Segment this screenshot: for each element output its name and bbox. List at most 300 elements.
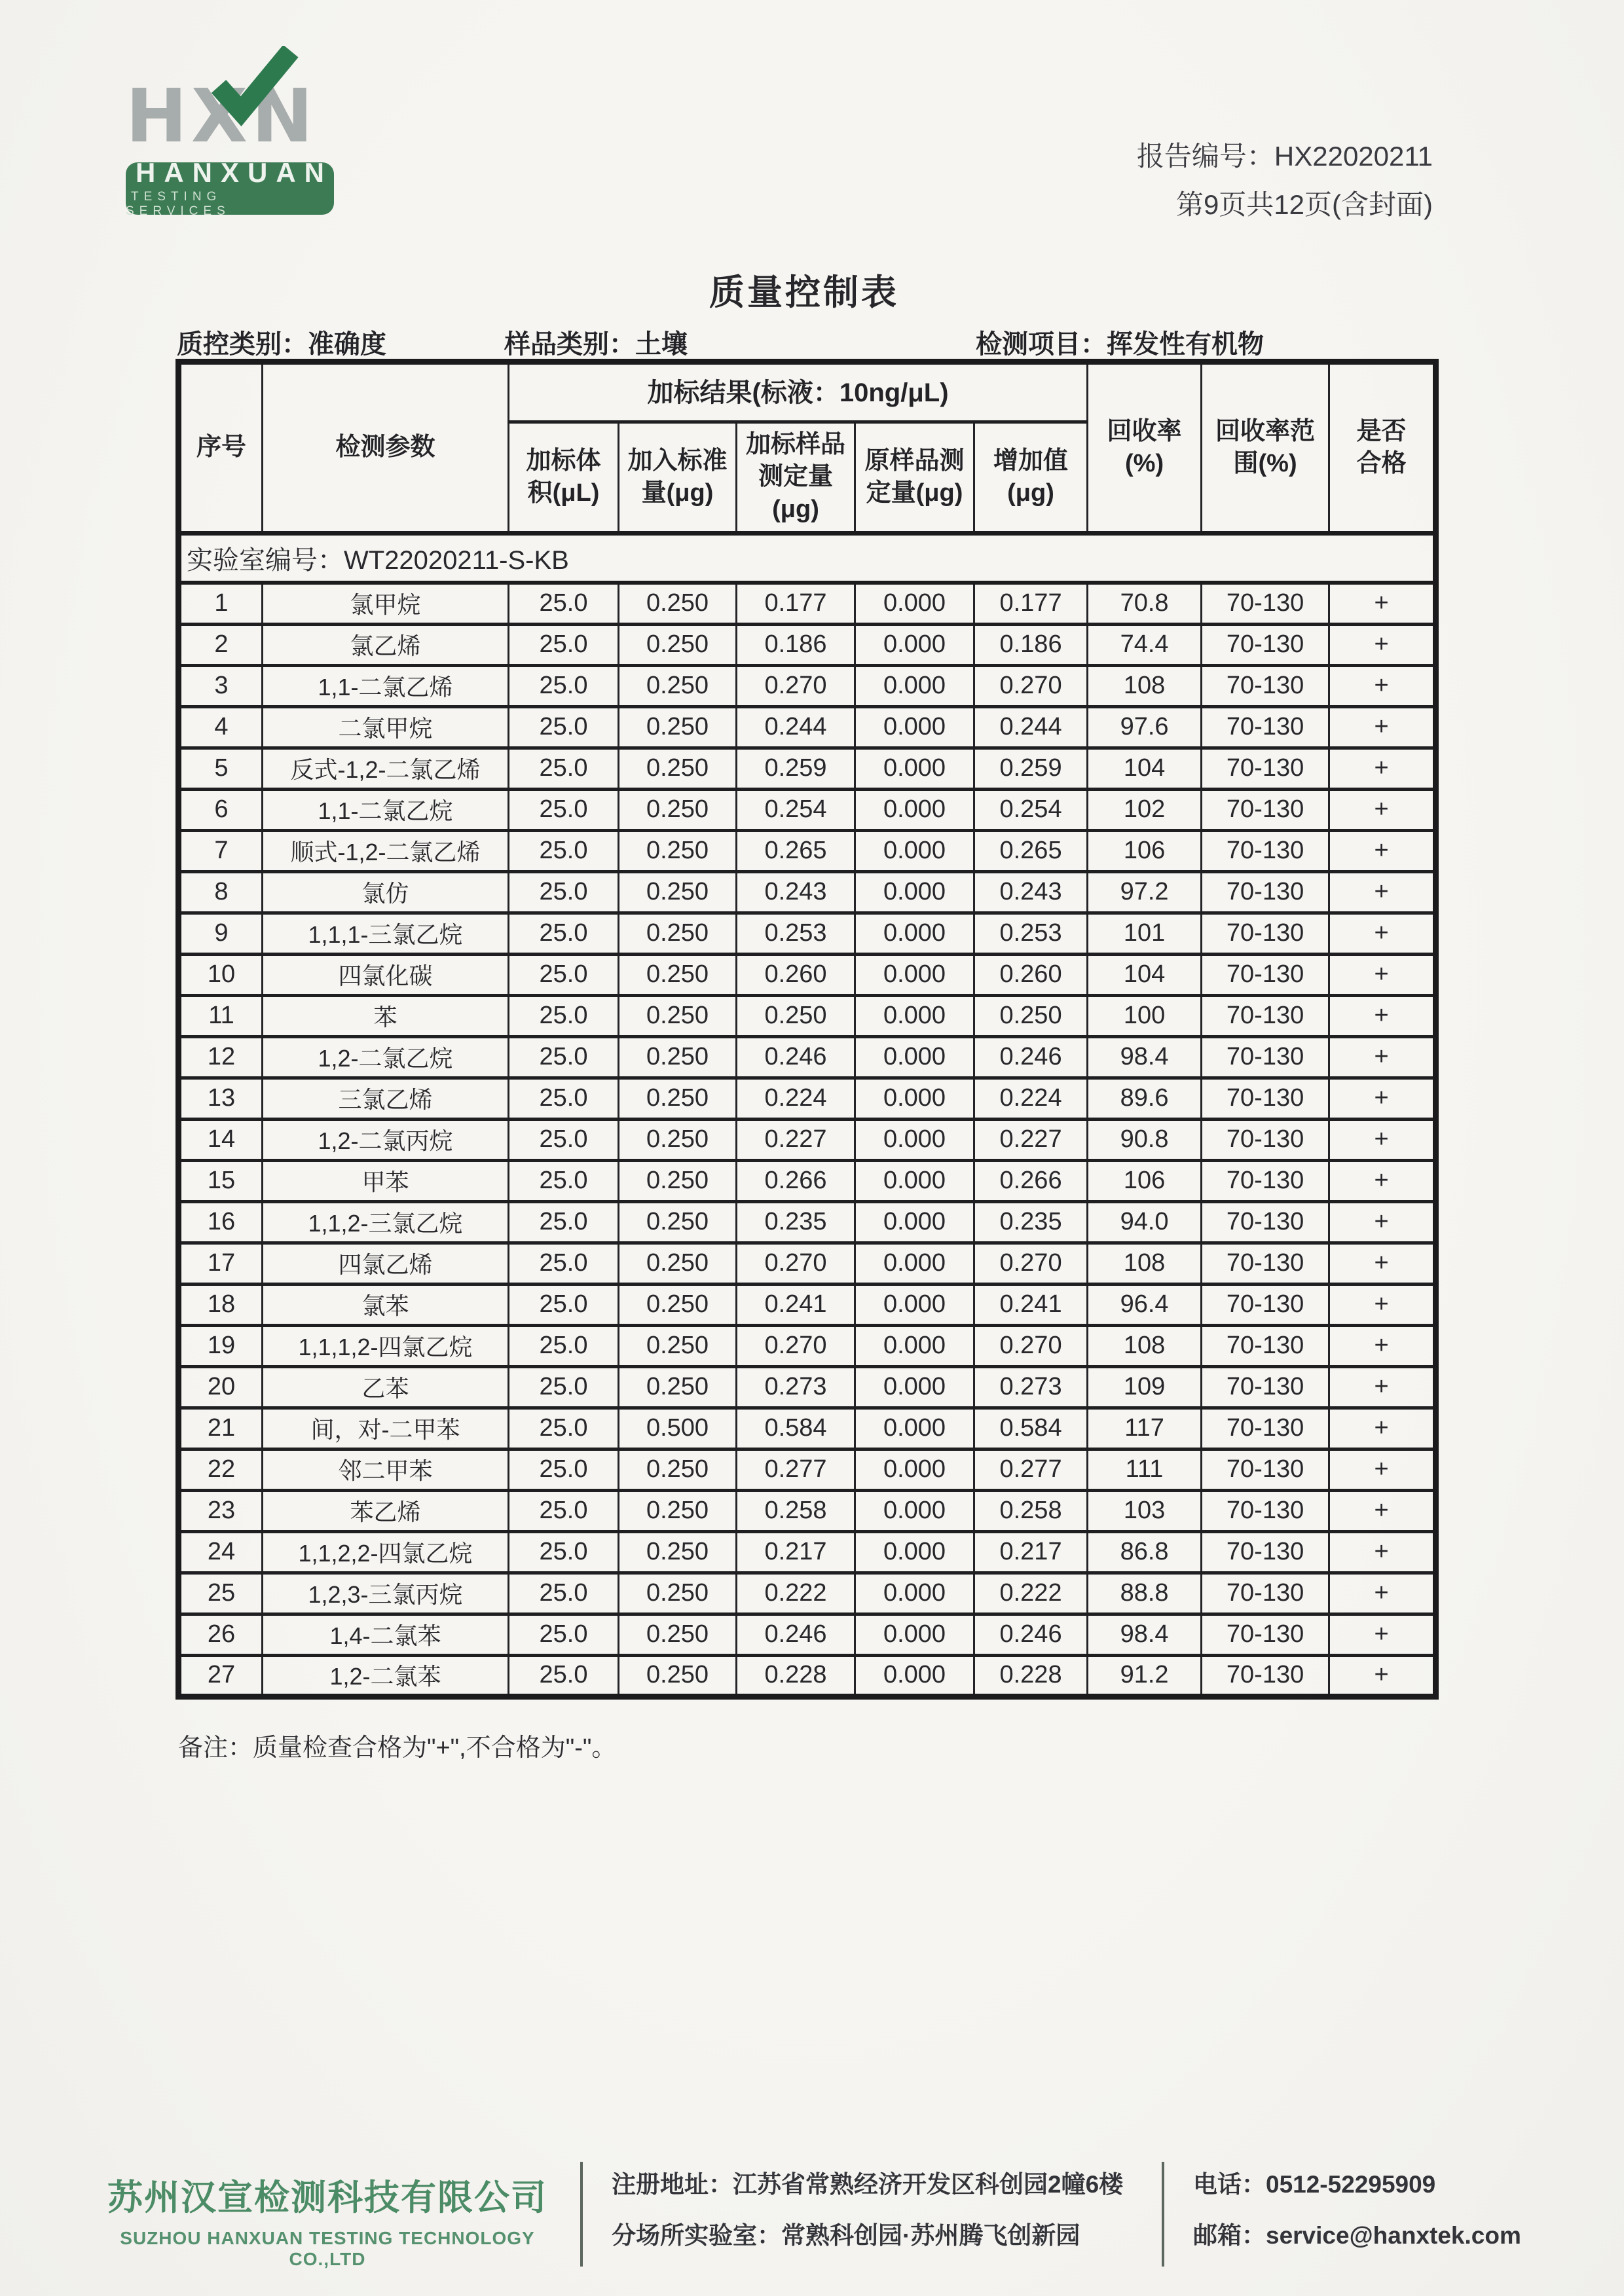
cell-std-amount: 0.250 — [619, 1201, 737, 1243]
cell-recovery: 108 — [1088, 1243, 1202, 1284]
cell-increase: 0.227 — [974, 1119, 1088, 1160]
cell-qualified: + — [1329, 1490, 1436, 1531]
cell-spiked-measure: 0.270 — [737, 1325, 855, 1366]
cell-increase: 0.222 — [974, 1573, 1088, 1614]
cell-increase: 0.253 — [974, 913, 1088, 954]
cell-spike-volume: 25.0 — [509, 1408, 619, 1449]
cell-std-amount: 0.250 — [619, 748, 737, 789]
cell-std-amount: 0.250 — [619, 624, 737, 665]
table-row — [179, 789, 1436, 830]
cell-original-measure: 0.000 — [855, 583, 974, 624]
test-item-value: 挥发性有机物 — [1107, 330, 1264, 359]
cell-original-measure: 0.000 — [855, 789, 974, 830]
cell-spike-volume: 25.0 — [509, 1366, 619, 1408]
cell-std-amount: 0.250 — [619, 1614, 737, 1655]
table-row — [179, 1408, 1436, 1449]
cell-qualified: + — [1329, 1201, 1436, 1243]
cell-original-measure: 0.000 — [855, 1614, 974, 1655]
cell-std-amount: 0.250 — [619, 954, 737, 995]
cell-qualified: + — [1329, 706, 1436, 748]
cell-spiked-measure: 0.265 — [737, 830, 855, 871]
cell-spiked-measure: 0.277 — [737, 1449, 855, 1490]
lab-number-row — [179, 534, 1436, 583]
qc-category-label: 质控类别： — [177, 330, 308, 359]
cell-seq: 7 — [179, 830, 263, 871]
col-header-original-measure: 原样品测定量(μg) — [855, 422, 974, 534]
cell-increase: 0.244 — [974, 706, 1088, 748]
cell-qualified: + — [1329, 1243, 1436, 1284]
cell-recovery: 104 — [1088, 954, 1202, 995]
cell-qualified: + — [1329, 1614, 1436, 1655]
cell-recovery: 90.8 — [1088, 1119, 1202, 1160]
cell-spiked-measure: 0.250 — [737, 995, 855, 1036]
cell-std-amount: 0.250 — [619, 1160, 737, 1201]
cell-seq: 4 — [179, 706, 263, 748]
cell-qualified: + — [1329, 624, 1436, 665]
cell-spike-volume: 25.0 — [509, 1284, 619, 1325]
col-header-spike-group: 加标结果(标液：10ng/μL) — [509, 362, 1088, 422]
cell-recovery-range: 70-130 — [1202, 706, 1329, 748]
cell-std-amount: 0.250 — [619, 1490, 737, 1531]
cell-qualified: + — [1329, 1325, 1436, 1366]
cell-recovery: 109 — [1088, 1366, 1202, 1408]
cell-spiked-measure: 0.270 — [737, 665, 855, 706]
cell-recovery-range: 70-130 — [1202, 1531, 1329, 1573]
cell-recovery-range: 70-130 — [1202, 583, 1329, 624]
cell-increase: 0.259 — [974, 748, 1088, 789]
cell-spiked-measure: 0.222 — [737, 1573, 855, 1614]
cell-spiked-measure: 0.228 — [737, 1655, 855, 1696]
cell-seq: 5 — [179, 748, 263, 789]
cell-std-amount: 0.250 — [619, 665, 737, 706]
cell-recovery-range: 70-130 — [1202, 954, 1329, 995]
table-row — [179, 624, 1436, 665]
cell-recovery: 106 — [1088, 830, 1202, 871]
cell-param: 苯 — [263, 995, 509, 1036]
cell-recovery: 89.6 — [1088, 1078, 1202, 1119]
table-row — [179, 1449, 1436, 1490]
cell-increase: 0.270 — [974, 1325, 1088, 1366]
cell-original-measure: 0.000 — [855, 665, 974, 706]
table-row — [179, 871, 1436, 913]
col-header-recovery-range: 回收率范围(%) — [1202, 362, 1329, 534]
test-item — [976, 323, 1264, 361]
table-row — [179, 1284, 1436, 1325]
cell-recovery-range: 70-130 — [1202, 1366, 1329, 1408]
cell-increase: 0.277 — [974, 1449, 1088, 1490]
cell-seq: 17 — [179, 1243, 263, 1284]
cell-original-measure: 0.000 — [855, 995, 974, 1036]
col-header-param: 检测参数 — [263, 362, 509, 534]
cell-original-measure: 0.000 — [855, 1449, 974, 1490]
cell-recovery: 108 — [1088, 1325, 1202, 1366]
cell-original-measure: 0.000 — [855, 748, 974, 789]
table-body — [179, 534, 1436, 1697]
cell-qualified: + — [1329, 748, 1436, 789]
cell-spike-volume: 25.0 — [509, 583, 619, 624]
cell-spiked-measure: 0.244 — [737, 706, 855, 748]
cell-recovery: 98.4 — [1088, 1036, 1202, 1078]
sample-category — [504, 323, 688, 361]
col-header-seq: 序号 — [179, 362, 263, 534]
cell-param: 四氯乙烯 — [263, 1243, 509, 1284]
cell-std-amount: 0.250 — [619, 789, 737, 830]
cell-seq: 12 — [179, 1036, 263, 1078]
lab-number: 实验室编号：WT22020211-S-KB — [179, 534, 1436, 583]
cell-original-measure: 0.000 — [855, 1036, 974, 1078]
col-header-spiked-measure: 加标样品测定量(μg) — [737, 422, 855, 534]
cell-spike-volume: 25.0 — [509, 1036, 619, 1078]
cell-recovery-range: 70-130 — [1202, 665, 1329, 706]
cell-spike-volume: 25.0 — [509, 1531, 619, 1573]
cell-recovery-range: 70-130 — [1202, 1614, 1329, 1655]
footer-address-line2: 分场所实验室：常熟科创园·苏州腾飞创新园 — [612, 2222, 1080, 2249]
cell-recovery-range: 70-130 — [1202, 1573, 1329, 1614]
table-row — [179, 1243, 1436, 1284]
cell-recovery: 111 — [1088, 1449, 1202, 1490]
cell-recovery: 88.8 — [1088, 1573, 1202, 1614]
cell-spiked-measure: 0.227 — [737, 1119, 855, 1160]
cell-recovery-range: 70-130 — [1202, 1036, 1329, 1078]
col-header-qualified: 是否合格 — [1329, 362, 1436, 534]
cell-seq: 3 — [179, 665, 263, 706]
cell-spike-volume: 25.0 — [509, 665, 619, 706]
cell-spike-volume: 25.0 — [509, 706, 619, 748]
cell-param: 四氯化碳 — [263, 954, 509, 995]
cell-qualified: + — [1329, 913, 1436, 954]
cell-spike-volume: 25.0 — [509, 1614, 619, 1655]
table-row — [179, 1573, 1436, 1614]
table-row — [179, 1036, 1436, 1078]
cell-recovery: 98.4 — [1088, 1614, 1202, 1655]
cell-std-amount: 0.250 — [619, 1284, 737, 1325]
cell-recovery-range: 70-130 — [1202, 1243, 1329, 1284]
cell-qualified: + — [1329, 1078, 1436, 1119]
cell-recovery-range: 70-130 — [1202, 913, 1329, 954]
cell-seq: 19 — [179, 1325, 263, 1366]
table-row — [179, 665, 1436, 706]
cell-spike-volume: 25.0 — [509, 789, 619, 830]
cell-recovery-range: 70-130 — [1202, 871, 1329, 913]
cell-qualified: + — [1329, 1036, 1436, 1078]
cell-spiked-measure: 0.584 — [737, 1408, 855, 1449]
cell-spiked-measure: 0.246 — [737, 1036, 855, 1078]
cell-spike-volume: 25.0 — [509, 1078, 619, 1119]
col-header-std-amount: 加入标准量(μg) — [619, 422, 737, 534]
cell-increase: 0.250 — [974, 995, 1088, 1036]
cell-qualified: + — [1329, 995, 1436, 1036]
cell-seq: 2 — [179, 624, 263, 665]
cell-seq: 26 — [179, 1614, 263, 1655]
cell-spiked-measure: 0.270 — [737, 1243, 855, 1284]
cell-spike-volume: 25.0 — [509, 1160, 619, 1201]
cell-recovery: 100 — [1088, 995, 1202, 1036]
cell-recovery: 106 — [1088, 1160, 1202, 1201]
cell-spike-volume: 25.0 — [509, 1201, 619, 1243]
cell-spike-volume: 25.0 — [509, 995, 619, 1036]
cell-param: 苯乙烯 — [263, 1490, 509, 1531]
cell-qualified: + — [1329, 1531, 1436, 1573]
cell-std-amount: 0.250 — [619, 1655, 737, 1696]
table-row — [179, 1119, 1436, 1160]
cell-spike-volume: 25.0 — [509, 1325, 619, 1366]
report-meta — [1137, 132, 1433, 229]
cell-recovery: 108 — [1088, 665, 1202, 706]
cell-param: 氯甲烷 — [263, 583, 509, 624]
cell-qualified: + — [1329, 871, 1436, 913]
cell-spiked-measure: 0.258 — [737, 1490, 855, 1531]
cell-recovery-range: 70-130 — [1202, 1078, 1329, 1119]
report-number: 报告编号：HX22020211 — [1136, 141, 1433, 172]
cell-recovery-range: 70-130 — [1202, 624, 1329, 665]
cell-spiked-measure: 0.246 — [737, 1614, 855, 1655]
cell-param: 1,2-二氯苯 — [263, 1655, 509, 1696]
cell-original-measure: 0.000 — [855, 1284, 974, 1325]
hanxuan-logo — [126, 50, 342, 219]
cell-original-measure: 0.000 — [855, 1655, 974, 1696]
cell-std-amount: 0.250 — [619, 830, 737, 871]
test-item-label: 检测项目： — [976, 330, 1107, 359]
cell-seq: 14 — [179, 1119, 263, 1160]
cell-increase: 0.235 — [974, 1201, 1088, 1243]
cell-param: 乙苯 — [263, 1366, 509, 1408]
cell-increase: 0.224 — [974, 1078, 1088, 1119]
cell-param: 氯苯 — [263, 1284, 509, 1325]
cell-param: 1,1-二氯乙烷 — [263, 789, 509, 830]
cell-spiked-measure: 0.243 — [737, 871, 855, 913]
cell-recovery: 117 — [1088, 1408, 1202, 1449]
table-row — [179, 1614, 1436, 1655]
footer-email: 邮箱：service@hanxtek.com — [1193, 2222, 1521, 2249]
cell-increase: 0.177 — [974, 583, 1088, 624]
sample-category-label: 样品类别： — [504, 330, 635, 359]
footer-address — [612, 2159, 1123, 2261]
cell-std-amount: 0.500 — [619, 1408, 737, 1449]
cell-spiked-measure: 0.241 — [737, 1284, 855, 1325]
table-row — [179, 913, 1436, 954]
cell-recovery: 94.0 — [1088, 1201, 1202, 1243]
cell-spiked-measure: 0.266 — [737, 1160, 855, 1201]
cell-std-amount: 0.250 — [619, 1325, 737, 1366]
cell-param: 二氯甲烷 — [263, 706, 509, 748]
cell-param: 1,4-二氯苯 — [263, 1614, 509, 1655]
cell-spike-volume: 25.0 — [509, 1655, 619, 1696]
cell-original-measure: 0.000 — [855, 954, 974, 995]
cell-spiked-measure: 0.260 — [737, 954, 855, 995]
cell-std-amount: 0.250 — [619, 583, 737, 624]
cell-increase: 0.217 — [974, 1531, 1088, 1573]
cell-param: 间，对-二甲苯 — [263, 1408, 509, 1449]
cell-seq: 15 — [179, 1160, 263, 1201]
cell-increase: 0.260 — [974, 954, 1088, 995]
cell-increase: 0.258 — [974, 1490, 1088, 1531]
cell-recovery-range: 70-130 — [1202, 1201, 1329, 1243]
cell-original-measure: 0.000 — [855, 1573, 974, 1614]
cell-increase: 0.241 — [974, 1284, 1088, 1325]
cell-recovery-range: 70-130 — [1202, 1408, 1329, 1449]
cell-param: 1,2-二氯丙烷 — [263, 1119, 509, 1160]
table-row — [179, 954, 1436, 995]
cell-recovery-range: 70-130 — [1202, 1655, 1329, 1696]
cell-param: 1,1,2,2-四氯乙烷 — [263, 1531, 509, 1573]
cell-qualified: + — [1329, 1449, 1436, 1490]
table-row — [179, 1655, 1436, 1696]
cell-spike-volume: 25.0 — [509, 913, 619, 954]
cell-seq: 6 — [179, 789, 263, 830]
cell-increase: 0.270 — [974, 665, 1088, 706]
logo-company-name: HANXUAN — [136, 156, 333, 188]
cell-seq: 13 — [179, 1078, 263, 1119]
cell-param: 邻二甲苯 — [263, 1449, 509, 1490]
cell-original-measure: 0.000 — [855, 1119, 974, 1160]
cell-seq: 20 — [179, 1366, 263, 1408]
cell-spike-volume: 25.0 — [509, 871, 619, 913]
cell-recovery-range: 70-130 — [1202, 1490, 1329, 1531]
footer-company — [84, 2170, 571, 2270]
cell-recovery-range: 70-130 — [1202, 748, 1329, 789]
cell-recovery: 97.6 — [1088, 706, 1202, 748]
table-row — [179, 1531, 1436, 1573]
logo-checkmark-icon — [210, 46, 301, 131]
cell-recovery: 70.8 — [1088, 583, 1202, 624]
cell-std-amount: 0.250 — [619, 913, 737, 954]
cell-spiked-measure: 0.186 — [737, 624, 855, 665]
cell-seq: 25 — [179, 1573, 263, 1614]
cell-param: 甲苯 — [263, 1160, 509, 1201]
cell-seq: 22 — [179, 1449, 263, 1490]
cell-seq: 24 — [179, 1531, 263, 1573]
logo-tagline: TESTING SERVICES — [126, 190, 231, 219]
cell-seq: 1 — [179, 583, 263, 624]
cell-param: 氯乙烯 — [263, 624, 509, 665]
cell-seq: 23 — [179, 1490, 263, 1531]
cell-spiked-measure: 0.259 — [737, 748, 855, 789]
cell-spike-volume: 25.0 — [509, 954, 619, 995]
cell-recovery: 96.4 — [1088, 1284, 1202, 1325]
cell-std-amount: 0.250 — [619, 871, 737, 913]
cell-recovery: 102 — [1088, 789, 1202, 830]
table-row — [179, 995, 1436, 1036]
footer-company-cn: 苏州汉宣检测科技有限公司 — [107, 2178, 547, 2217]
cell-qualified: + — [1329, 1655, 1436, 1696]
cell-std-amount: 0.250 — [619, 1366, 737, 1408]
cell-original-measure: 0.000 — [855, 830, 974, 871]
footer-phone: 电话：0512-52295909 — [1193, 2171, 1436, 2198]
cell-seq: 8 — [179, 871, 263, 913]
cell-std-amount: 0.250 — [619, 1449, 737, 1490]
cell-increase: 0.266 — [974, 1160, 1088, 1201]
cell-original-measure: 0.000 — [855, 1366, 974, 1408]
cell-qualified: + — [1329, 1408, 1436, 1449]
cell-recovery-range: 70-130 — [1202, 995, 1329, 1036]
cell-std-amount: 0.250 — [619, 1036, 737, 1078]
cell-spike-volume: 25.0 — [509, 1490, 619, 1531]
cell-spiked-measure: 0.235 — [737, 1201, 855, 1243]
cell-spike-volume: 25.0 — [509, 624, 619, 665]
cell-param: 1,2,3-三氯丙烷 — [263, 1573, 509, 1614]
qc-category-value: 准确度 — [308, 330, 386, 359]
cell-qualified: + — [1329, 954, 1436, 995]
cell-original-measure: 0.000 — [855, 1160, 974, 1201]
cell-seq: 9 — [179, 913, 263, 954]
cell-spike-volume: 25.0 — [509, 1449, 619, 1490]
cell-recovery: 86.8 — [1088, 1531, 1202, 1573]
cell-std-amount: 0.250 — [619, 1531, 737, 1573]
cell-spike-volume: 25.0 — [509, 748, 619, 789]
cell-spiked-measure: 0.217 — [737, 1531, 855, 1573]
cell-std-amount: 0.250 — [619, 995, 737, 1036]
cell-std-amount: 0.250 — [619, 1243, 737, 1284]
cell-increase: 0.265 — [974, 830, 1088, 871]
cell-qualified: + — [1329, 1284, 1436, 1325]
cell-seq: 11 — [179, 995, 263, 1036]
cell-original-measure: 0.000 — [855, 913, 974, 954]
table-row — [179, 748, 1436, 789]
cell-increase: 0.246 — [974, 1614, 1088, 1655]
cell-qualified: + — [1329, 1160, 1436, 1201]
footer-divider-2 — [1162, 2162, 1164, 2267]
cell-increase: 0.243 — [974, 871, 1088, 913]
cell-original-measure: 0.000 — [855, 1078, 974, 1119]
table-row — [179, 1160, 1436, 1201]
page-footer — [0, 2153, 1624, 2290]
table-row — [179, 1078, 1436, 1119]
logo-hxn-letters: HXN — [126, 74, 317, 159]
cell-spike-volume: 25.0 — [509, 1119, 619, 1160]
table-row — [179, 706, 1436, 748]
table-row — [179, 1325, 1436, 1366]
table-row — [179, 1201, 1436, 1243]
cell-increase: 0.186 — [974, 624, 1088, 665]
cell-param: 反式-1,2-二氯乙烯 — [263, 748, 509, 789]
cell-spike-volume: 25.0 — [509, 1243, 619, 1284]
qc-table-wrap — [175, 359, 1433, 1763]
cell-std-amount: 0.250 — [619, 1078, 737, 1119]
cell-qualified: + — [1329, 789, 1436, 830]
cell-original-measure: 0.000 — [855, 1408, 974, 1449]
cell-qualified: + — [1329, 830, 1436, 871]
table-row — [179, 830, 1436, 871]
footer-company-en: SUZHOU HANXUAN TESTING TECHNOLOGY CO.,LTD — [120, 2228, 535, 2269]
cell-original-measure: 0.000 — [855, 1325, 974, 1366]
cell-qualified: + — [1329, 1366, 1436, 1408]
cell-original-measure: 0.000 — [855, 1243, 974, 1284]
cell-qualified: + — [1329, 1119, 1436, 1160]
cell-param: 氯仿 — [263, 871, 509, 913]
page-title: 质量控制表 — [709, 273, 899, 312]
cell-seq: 16 — [179, 1201, 263, 1243]
cell-recovery-range: 70-130 — [1202, 789, 1329, 830]
cell-param: 1,1,2-三氯乙烷 — [263, 1201, 509, 1243]
cell-spiked-measure: 0.253 — [737, 913, 855, 954]
cell-spiked-measure: 0.273 — [737, 1366, 855, 1408]
cell-param: 1,1,1,2-四氯乙烷 — [263, 1325, 509, 1366]
cell-spiked-measure: 0.254 — [737, 789, 855, 830]
cell-std-amount: 0.250 — [619, 1119, 737, 1160]
cell-original-measure: 0.000 — [855, 706, 974, 748]
col-header-recovery: 回收率(%) — [1088, 362, 1202, 534]
cell-recovery: 103 — [1088, 1490, 1202, 1531]
qc-category — [177, 323, 386, 361]
footer-contact — [1193, 2159, 1521, 2261]
cell-recovery-range: 70-130 — [1202, 1119, 1329, 1160]
cell-recovery: 104 — [1088, 748, 1202, 789]
cell-param: 1,2-二氯乙烷 — [263, 1036, 509, 1078]
page-indicator: 第9页共12页(含封面) — [1175, 189, 1433, 220]
cell-param: 1,1-二氯乙烯 — [263, 665, 509, 706]
cell-recovery: 101 — [1088, 913, 1202, 954]
cell-recovery: 97.2 — [1088, 871, 1202, 913]
